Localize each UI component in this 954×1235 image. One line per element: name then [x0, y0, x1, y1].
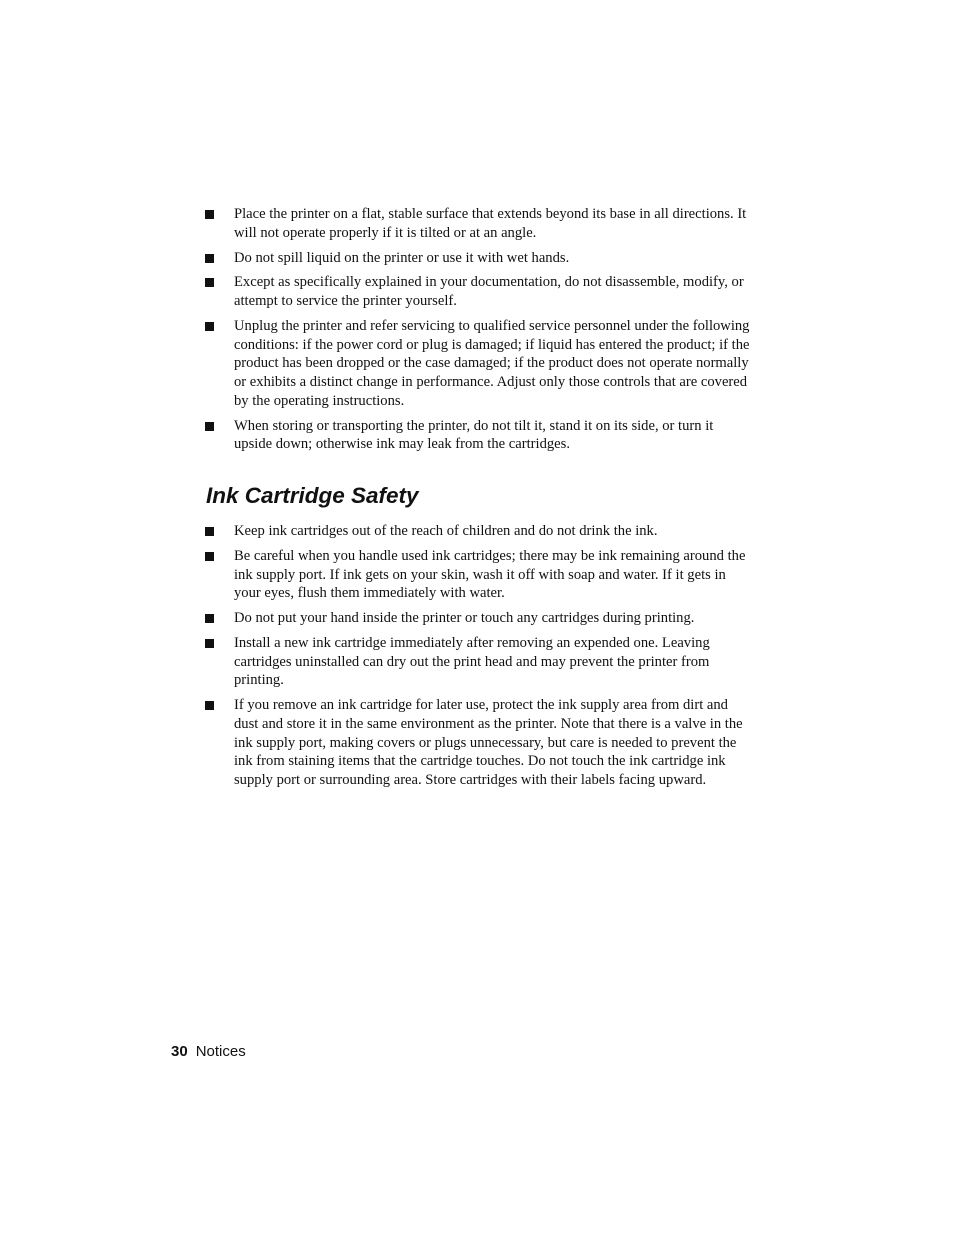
list-item-text: Do not put your hand inside the printer or touch any cartridges during printing. [234, 610, 695, 627]
square-bullet-icon [205, 614, 214, 623]
footer-section-name: Notices [195, 1043, 246, 1060]
list-item [203, 273, 751, 310]
list-item [203, 205, 751, 242]
list-item [203, 609, 751, 628]
list-item [203, 249, 751, 268]
list-item-text: Place the printer on a flat, stable surface that extends beyond its base in all directions. It will not operate properly if it is tilted or at an angle. [234, 206, 747, 241]
printer-safety-list [203, 205, 751, 460]
list-item [203, 417, 751, 454]
list-item-text: When storing or transporting the printer, do not tilt it, stand it on its side, or turn it upside down; otherwise ink may leak from the cartridges. [234, 417, 714, 453]
list-item-text: Be careful when you handle used ink cartridges; there may be ink remaining around the ink supply port. If ink gets on your skin, wash it off with soap and water. If it gets in your eyes, flush them immediately with water. [234, 547, 746, 602]
square-bullet-icon [205, 322, 214, 331]
list-item-text: Unplug the printer and refer servicing to qualified service personnel under the following conditions: if the power cord or plug is damaged; if liquid has entered the product; if the product has been dropped or the case damaged; if the product does not operate normally or exhibits a distinct change in performance. Adjust only those controls that are covered by the operating instructions. [234, 318, 750, 409]
square-bullet-icon [205, 701, 214, 710]
square-bullet-icon [205, 210, 214, 219]
square-bullet-icon [205, 422, 214, 431]
page-number: 30 [171, 1043, 188, 1060]
square-bullet-icon [205, 527, 214, 536]
list-item-text: Install a new ink cartridge immediately after removing an expended one. Leaving cartridges uninstalled can dry out the print head and may prevent the printer from printing. [234, 635, 710, 689]
section-heading: Ink Cartridge Safety [206, 483, 419, 508]
ink-cartridge-safety-list [203, 522, 751, 796]
list-item [203, 634, 751, 690]
list-item-text: Keep ink cartridges out of the reach of children and do not drink the ink. [234, 523, 658, 539]
square-bullet-icon [205, 254, 214, 263]
square-bullet-icon [205, 552, 214, 561]
page-footer [171, 1042, 246, 1062]
list-item [203, 317, 751, 411]
square-bullet-icon [205, 278, 214, 287]
list-item [203, 696, 751, 790]
list-item-text: If you remove an ink cartridge for later use, protect the ink supply area from dirt and dust and store it in the same environment as the printer. Note that there is a valve in the ink supply port, making covers or plugs unnecessary, but care is needed to prevent the ink from staining items that the cartridge touches. Do not touch the ink cartridge ink supply port or surrounding area. Store cartridges with their labels facing upward. [234, 697, 743, 789]
list-item-text: Do not spill liquid on the printer or use it with wet hands. [234, 249, 570, 266]
square-bullet-icon [205, 639, 214, 648]
list-item-text: Except as specifically explained in your documentation, do not disassemble, modify, or attempt to service the printer yourself. [234, 274, 744, 310]
list-item [203, 547, 751, 603]
list-item [203, 522, 751, 541]
